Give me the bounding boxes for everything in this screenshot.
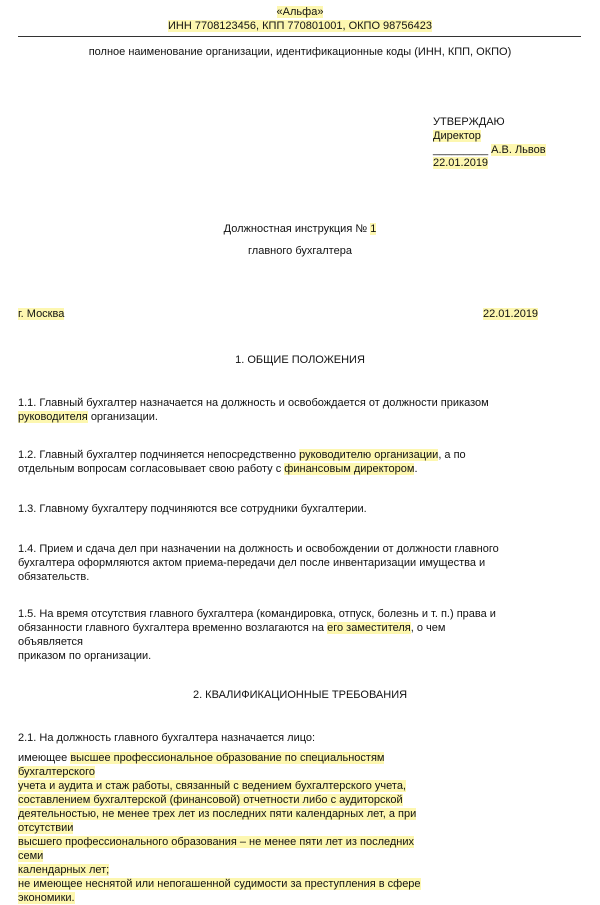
clause-2-1-line1: 2.1. На должность главного бухгалтера назначается лицо: bbox=[18, 732, 316, 744]
document-title bbox=[0, 223, 600, 236]
req-line8-text: семи bbox=[18, 850, 44, 862]
org-codes-line bbox=[0, 20, 600, 33]
clause-1-2-text-a: 1.2. Главный бухгалтер подчиняется непосредственно bbox=[18, 449, 297, 461]
req-line2 bbox=[18, 765, 578, 779]
org-codes: ИНН 7708123456, КПП 770801001, ОКПО 98756423 bbox=[167, 20, 432, 32]
req-line7-text: высшего профессионального образования – не менее пяти лет из последних bbox=[18, 836, 415, 848]
clause-1-2-highlight-a: руководителю организации bbox=[299, 449, 439, 461]
approver-position-line bbox=[433, 130, 481, 143]
approve-label: УТВЕРЖДАЮ bbox=[433, 116, 505, 128]
approval-date-line bbox=[433, 157, 488, 170]
clause-1-1-tail: организации. bbox=[90, 411, 158, 423]
req-line11 bbox=[18, 891, 578, 905]
req-line6-text: отсутствии bbox=[18, 822, 74, 834]
clause-1-4 bbox=[18, 542, 558, 584]
section2-heading: 2. КВАЛИФИКАЦИОННЫЕ ТРЕБОВАНИЯ bbox=[192, 689, 408, 701]
clause-1-1-line1: 1.1. Главный бухгалтер назначается на должность и освобождается от должности приказом bbox=[18, 397, 489, 409]
approver-signature-line bbox=[433, 144, 546, 157]
clause-1-2-line2 bbox=[18, 462, 558, 476]
clause-1-5-text-c: , о чем bbox=[410, 622, 446, 634]
clause-1-3-line1: 1.3. Главному бухгалтеру подчиняются все сотрудники бухгалтерии. bbox=[18, 503, 367, 515]
clause-1-1-highlight: руководителя bbox=[18, 411, 88, 423]
clause-1-3 bbox=[18, 502, 558, 516]
clause-1-4-line3: обязательств. bbox=[18, 571, 90, 583]
req-line4 bbox=[18, 793, 578, 807]
clause-1-5-line1: 1.5. На время отсутствия главного бухгалтера (командировка, отпуск, болезнь и т. п.) права и bbox=[18, 608, 496, 620]
req-line2-text: бухгалтерского bbox=[18, 766, 95, 778]
clause-1-2-text-f: . bbox=[414, 463, 418, 475]
clause-1-5 bbox=[18, 607, 558, 663]
clause-1-2-line1 bbox=[18, 448, 558, 462]
header-caption: полное наименование организации, идентификационные коды (ИНН, КПП, ОКПО) bbox=[88, 46, 512, 58]
city-line bbox=[18, 308, 64, 321]
qualification-requirements bbox=[18, 751, 578, 905]
req-line3 bbox=[18, 779, 578, 793]
req-line1-text: имеющее bbox=[18, 752, 68, 764]
req-line5-text: деятельностью, не менее трех лет из последних пяти календарных лет, а при bbox=[18, 808, 417, 820]
clause-1-2 bbox=[18, 448, 558, 476]
org-name-line bbox=[0, 6, 600, 19]
clause-1-2-text-d: отдельным вопросам согласовывает свою работу с bbox=[18, 463, 282, 475]
req-line1 bbox=[18, 751, 578, 765]
title-prefix: Должностная инструкция № bbox=[223, 223, 368, 235]
req-line10 bbox=[18, 877, 578, 891]
document-date: 22.01.2019 bbox=[483, 308, 539, 320]
approver-position: Директор bbox=[433, 130, 481, 142]
approver-name: А.В. Львов bbox=[491, 144, 546, 156]
city: г. Москва bbox=[18, 308, 65, 320]
clause-1-4-line1: 1.4. Прием и сдача дел при назначении на должность и освобождении от должности главного bbox=[18, 543, 499, 555]
req-line5 bbox=[18, 807, 578, 821]
clause-1-5-line4: приказом по организации. bbox=[18, 650, 152, 662]
clause-2-1 bbox=[18, 731, 558, 745]
signature-line: _________ bbox=[433, 144, 489, 156]
req-line4-text: составлением бухгалтерской (финансовой) отчетности либо с аудиторской bbox=[18, 794, 403, 806]
title-number: 1 bbox=[370, 223, 377, 235]
approval-date: 22.01.2019 bbox=[433, 157, 489, 169]
clause-1-1 bbox=[18, 396, 558, 424]
header-rule bbox=[18, 36, 581, 37]
clause-1-4-line2: бухгалтера оформляются актом приема-передачи дел после инвентаризации имущества и bbox=[18, 557, 486, 569]
clause-1-5-line2 bbox=[18, 621, 558, 635]
req-line11-text: экономики. bbox=[18, 892, 75, 904]
req-line10-text: не имеющее неснятой или непогашенной судимости за преступления в сфере bbox=[18, 878, 421, 890]
clause-1-2-highlight-b: финансовым директором bbox=[284, 463, 415, 475]
org-name: «Альфа» bbox=[276, 6, 324, 18]
req-line9 bbox=[18, 863, 578, 877]
req-line6 bbox=[18, 821, 578, 835]
clause-1-1-line2 bbox=[18, 410, 558, 424]
clause-1-2-text-c: , а по bbox=[438, 449, 466, 461]
req-line1-highlight: высшее профессиональное образование по специальностям bbox=[70, 752, 385, 764]
clause-1-5-highlight: его заместителя bbox=[327, 622, 411, 634]
req-line3-text: учета и аудита и стаж работы, связанный с ведением бухгалтерского учета, bbox=[18, 780, 406, 792]
document-date-line bbox=[483, 308, 538, 321]
req-line9-text: календарных лет; bbox=[18, 864, 110, 876]
clause-1-5-text-a: обязанности главного бухгалтера временно возлагаются на bbox=[18, 622, 325, 634]
section1-heading: 1. ОБЩИЕ ПОЛОЖЕНИЯ bbox=[235, 354, 365, 366]
clause-1-5-line3: объявляется bbox=[18, 636, 83, 648]
document-subtitle: главного бухгалтера bbox=[248, 245, 352, 257]
req-line8 bbox=[18, 849, 578, 863]
req-line7 bbox=[18, 835, 578, 849]
